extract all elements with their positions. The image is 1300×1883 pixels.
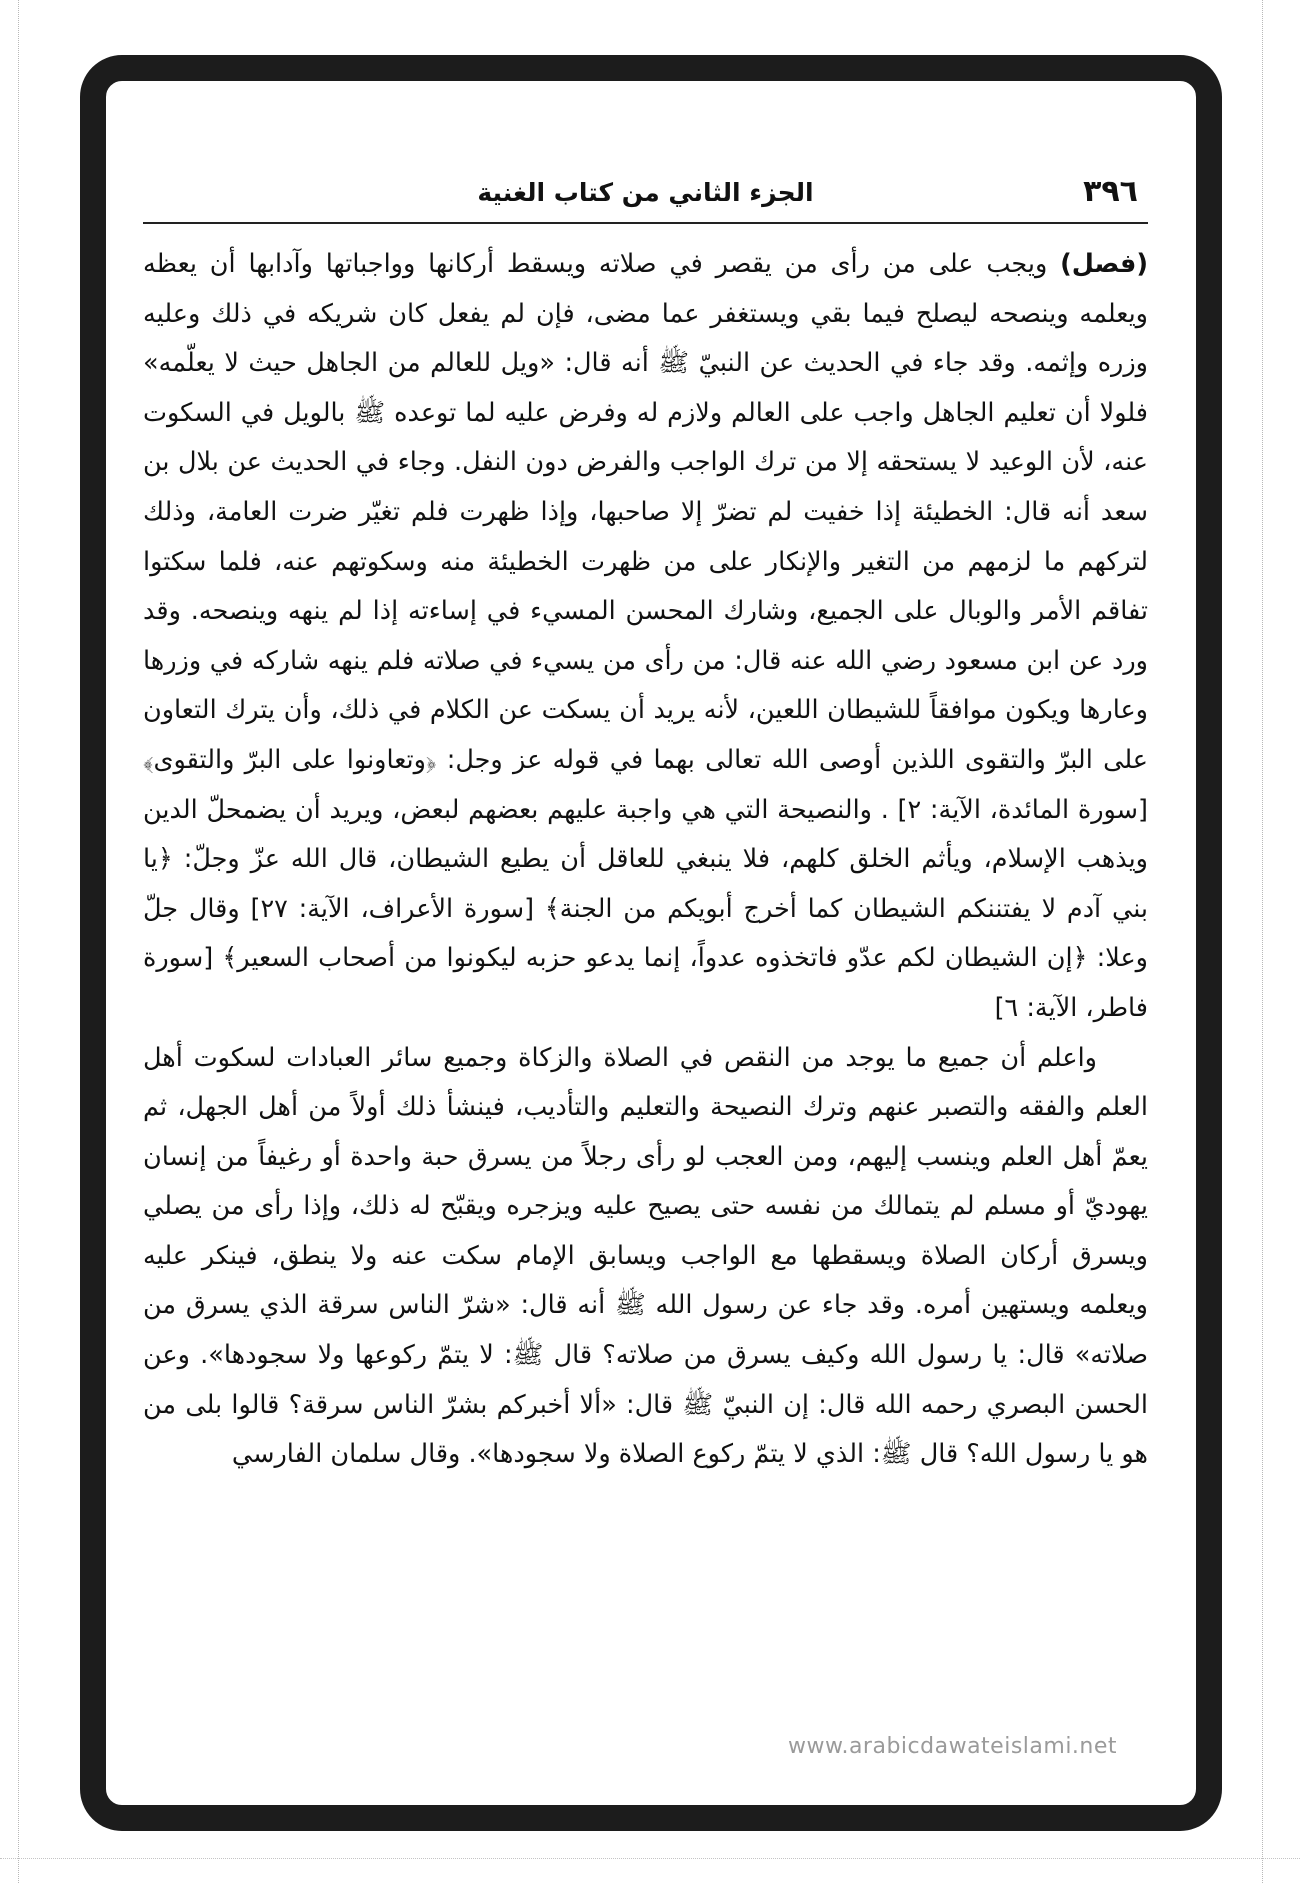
page-number: ٣٩٦ <box>1083 174 1138 209</box>
section-label: (فصل) <box>1060 249 1148 279</box>
scan-guide-left <box>18 0 19 1883</box>
running-title: الجزء الثاني من كتاب الغنية <box>477 178 814 207</box>
paragraph-text: ويجب على من رأى من يقصر في صلاته ويسقط أركانها وواجباتها وآدابها أن يعظه ويعلمه وينصحه ليصلح فيما بقي ويستغفر عما مضى، فإن لم يفعل كان شريكه في ذلك وعليه وزره وإثمه. وقد جاء في الحديث عن النبيّ ﷺ أنه قال: «ويل للعالم من الجاهل حيث لا يعلّمه» فلولا أن تعليم الجاهل واجب على العالم ولازم له وفرض عليه لما توعده ﷺ بالويل في السكوت عنه، لأن الوعيد لا يستحقه إلا من ترك الواجب والفرض دون النفل. وجاء في الحديث عن بلال بن سعد أنه قال: الخطيئة إذا خفيت لم تضرّ إلا صاحبها، وإذا ظهرت فلم تغيّر ضرت العامة، وذلك لتركهم ما لزمهم من التغير والإنكار على من ظهرت الخطيئة منه وسكوتهم عنه، فلما سكتوا تفاقم الأمر والوبال على الجميع، وشارك المحسن المسيء في إساءته إذا لم ينهه وينصحه. وقد ورد عن ابن مسعود رضي الله عنه قال: من رأى من يسيء في صلاته فلم ينهه شاركه في وزرها وعارها ويكون موافقاً للشيطان اللعين، لأنه يريد أن يسكت عن الكلام في ذلك، وأن يترك التعاون على البرّ والتقوى اللذين أوصى الله تعالى بهما في قوله عز وجل: ﴿وتعاونوا على البرّ والتقوى﴾ [سورة المائدة، الآية: ٢] . والنصيحة التي هي واجبة عليهم بعضهم لبعض، ويريد أن يضمحلّ الدين ويذهب الإسلام، ويأثم الخلق كلهم، فلا ينبغي للعاقل أن يطيع الشيطان، قال الله عزّ وجلّ: ﴿يا بني آدم لا يفتننكم الشيطان كما أخرج أبويكم من الجنة﴾ [سورة الأعراف، الآية: ٢٧] وقال جلّ وعلا: ﴿إن الشيطان لكم عدّو فاتخذوه عدواً، إنما يدعو حزبه ليكونوا من أصحاب السعير﴾ [سورة فاطر، الآية: ٦] <box>143 249 1148 1023</box>
paragraph <box>143 240 1148 1034</box>
paragraph <box>143 1034 1148 1480</box>
page-content <box>143 170 1148 1740</box>
scan-guide-bottom <box>0 1858 1300 1859</box>
body-text <box>143 240 1148 1480</box>
scan-guide-right <box>1262 0 1263 1883</box>
site-watermark: www.arabicdawateislami.net <box>788 1734 1118 1759</box>
paragraph-text: واعلم أن جميع ما يوجد من النقص في الصلاة والزكاة وجميع سائر العبادات لسكوت أهل العلم والفقه والتصبر عنهم وترك النصيحة والتعليم والتأديب، فينشأ ذلك أولاً من أهل الجهل، ثم يعمّ أهل العلم وينسب إليهم، ومن العجب لو رأى رجلاً من يسرق حبة واحدة أو رغيفاً من إنسان يهوديّ أو مسلم لم يتمالك من نفسه حتى يصيح عليه ويزجره ويقبّح له ذلك، وإذا رأى من يصلي ويسرق أركان الصلاة ويسقطها مع الواجب ويسابق الإمام سكت عنه ولا ينطق، فينكر عليه ويعلمه ويستهين أمره. وقد جاء عن رسول الله ﷺ أنه قال: «شرّ الناس سرقة الذي يسرق من صلاته» قال: يا رسول الله وكيف يسرق من صلاته؟ قال ﷺ: لا يتمّ ركوعها ولا سجودها». وعن الحسن البصري رحمه الله قال: إن النبيّ ﷺ قال: «ألا أخبركم بشرّ الناس سرقة؟ قالوا بلى من هو يا رسول الله؟ قال ﷺ: الذي لا يتمّ ركوع الصلاة ولا سجودها». وقال سلمان الفارسي <box>143 1042 1148 1470</box>
page-header <box>143 174 1148 224</box>
